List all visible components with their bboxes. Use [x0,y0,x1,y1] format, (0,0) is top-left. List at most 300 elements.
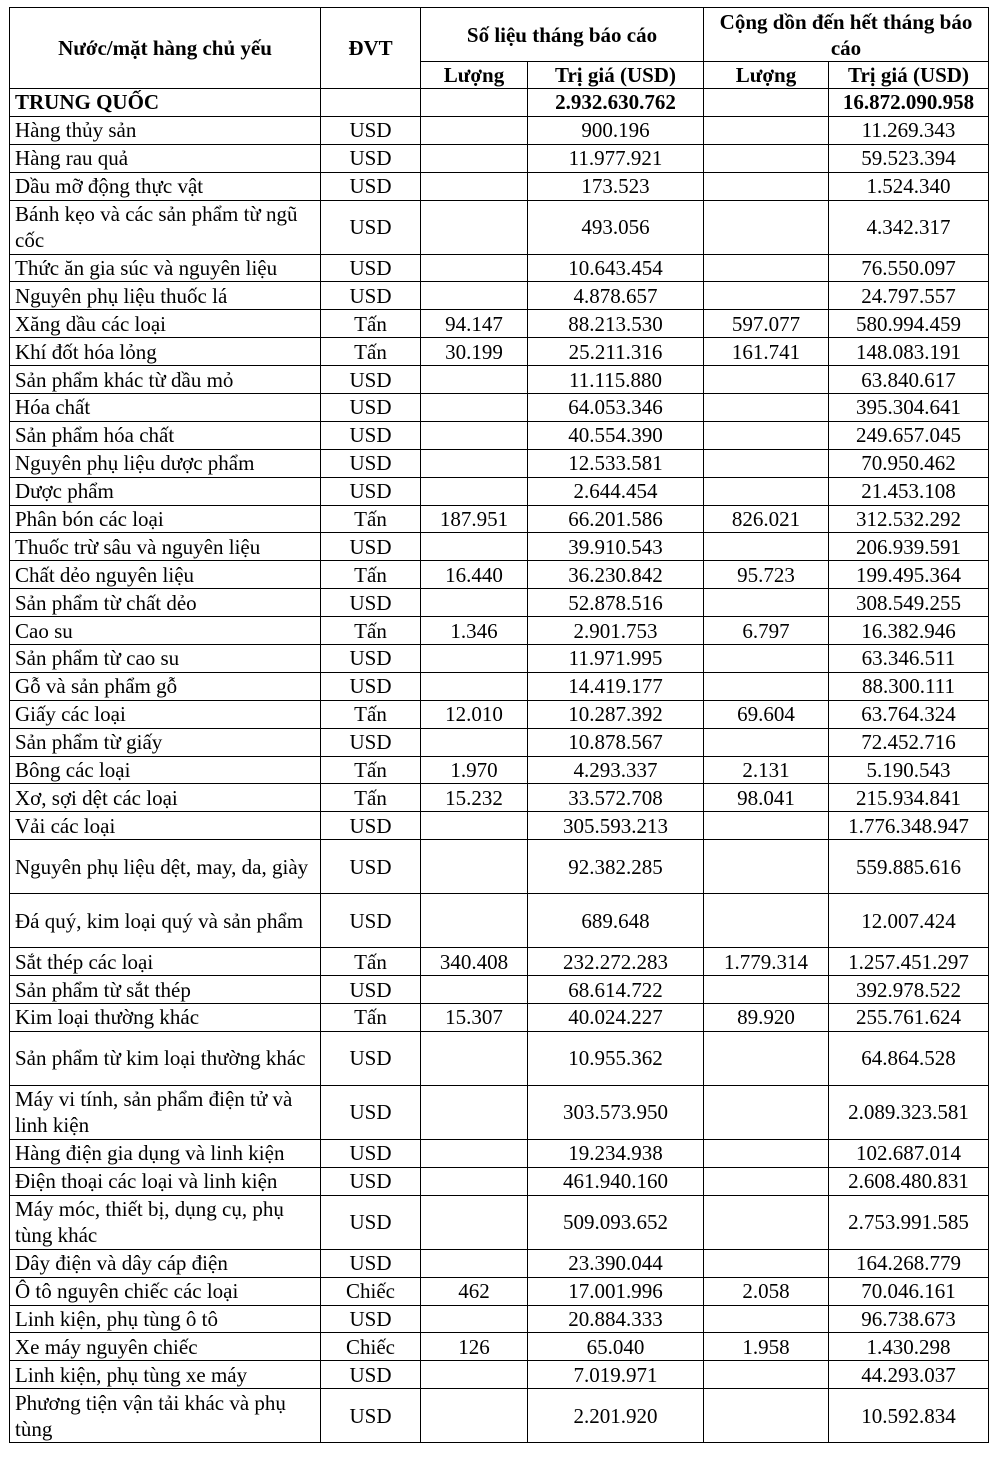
item-name: Dầu mỡ động thực vật [10,172,321,200]
monthly-value-cell: 17.001.996 [528,1277,704,1305]
table-row [10,1167,989,1195]
monthly-value-cell: 10.878.567 [528,728,704,756]
monthly-value-cell: 39.910.543 [528,533,704,561]
monthly-value-cell: 65.040 [528,1333,704,1361]
monthly-qty-cell: 16.440 [421,561,528,589]
cumulative-value-cell: 76.550.097 [829,254,989,282]
cumulative-qty-cell [704,840,829,894]
monthly-qty-cell: 126 [421,1333,528,1361]
monthly-qty-cell [421,645,528,673]
monthly-value-cell: 64.053.346 [528,394,704,422]
cumulative-value-cell: 559.885.616 [829,840,989,894]
monthly-qty-cell [421,1361,528,1389]
table-row [10,1004,989,1032]
monthly-value-cell: 92.382.285 [528,840,704,894]
cumulative-value-cell: 59.523.394 [829,144,989,172]
cumulative-value-cell: 5.190.543 [829,756,989,784]
item-name: Nguyên phụ liệu dược phẩm [10,449,321,477]
cumulative-value-cell: 70.046.161 [829,1277,989,1305]
monthly-qty-cell [421,282,528,310]
table-row [10,1333,989,1361]
cumulative-qty-cell [704,254,829,282]
monthly-value-cell: 11.971.995 [528,645,704,673]
cumulative-qty-cell: 98.041 [704,784,829,812]
item-name: Bánh kẹo và các sản phẩm từ ngũ cốc [10,200,321,254]
header-item: Nước/mặt hàng chủ yếu [10,8,321,89]
unit-cell: USD [321,282,421,310]
header-cumulative: Cộng dồn đến hết tháng báo cáo [704,8,989,62]
item-name: Hóa chất [10,394,321,422]
cumulative-qty-cell: 89.920 [704,1004,829,1032]
unit-cell: Tấn [321,948,421,976]
table-row [10,1277,989,1305]
monthly-value-cell: 19.234.938 [528,1139,704,1167]
cumulative-qty-cell [704,282,829,310]
monthly-qty-cell: 15.307 [421,1004,528,1032]
cumulative-qty-cell [704,477,829,505]
header-cumulative-value: Trị giá (USD) [829,62,989,89]
monthly-value-cell: 4.293.337 [528,756,704,784]
table-body [10,89,989,1443]
unit-cell: USD [321,812,421,840]
monthly-qty-cell: 1.346 [421,617,528,645]
table-row [10,1389,989,1443]
cumulative-qty-cell: 826.021 [704,505,829,533]
unit-cell: Tấn [321,784,421,812]
monthly-value-cell: 40.024.227 [528,1004,704,1032]
table-row [10,533,989,561]
monthly-qty-cell: 187.951 [421,505,528,533]
unit-cell: Tấn [321,505,421,533]
monthly-value-cell: 689.648 [528,894,704,948]
monthly-qty-cell: 462 [421,1277,528,1305]
table-row [10,144,989,172]
monthly-value-cell: 509.093.652 [528,1195,704,1249]
unit-cell: USD [321,1167,421,1195]
cumulative-qty-cell [704,1389,829,1443]
item-name: Giấy các loại [10,700,321,728]
unit-cell: Tấn [321,338,421,366]
unit-cell: USD [321,1305,421,1333]
monthly-qty-cell [421,1031,528,1085]
monthly-qty-cell: 1.970 [421,756,528,784]
monthly-qty-cell [421,812,528,840]
cumulative-qty-cell [704,394,829,422]
item-name: Phương tiện vận tải khác và phụ tùng [10,1389,321,1443]
monthly-qty-cell: 340.408 [421,948,528,976]
cumulative-qty-cell [704,449,829,477]
monthly-value-cell: 10.643.454 [528,254,704,282]
table-row [10,756,989,784]
monthly-value-cell: 14.419.177 [528,672,704,700]
item-name: Sắt thép các loại [10,948,321,976]
cumulative-value-cell: 2.608.480.831 [829,1167,989,1195]
unit-cell: USD [321,1249,421,1277]
monthly-value-cell: 900.196 [528,116,704,144]
cumulative-value-cell: 164.268.779 [829,1249,989,1277]
header-monthly-value: Trị giá (USD) [528,62,704,89]
unit-cell: USD [321,1389,421,1443]
unit-cell [321,89,421,117]
monthly-value-cell: 461.940.160 [528,1167,704,1195]
unit-cell: USD [321,421,421,449]
unit-cell: Tấn [321,617,421,645]
item-name: Xơ, sợi dệt các loại [10,784,321,812]
monthly-qty-cell [421,366,528,394]
monthly-qty-cell [421,840,528,894]
cumulative-value-cell: 1.524.340 [829,172,989,200]
unit-cell: USD [321,840,421,894]
cumulative-value-cell: 199.495.364 [829,561,989,589]
item-name: Hàng thủy sản [10,116,321,144]
unit-cell: USD [321,1139,421,1167]
item-name: Sản phẩm hóa chất [10,421,321,449]
unit-cell: USD [321,1031,421,1085]
cumulative-value-cell: 249.657.045 [829,421,989,449]
cumulative-value-cell: 72.452.716 [829,728,989,756]
item-name: Sản phẩm từ cao su [10,645,321,673]
cumulative-value-cell: 10.592.834 [829,1389,989,1443]
item-name: Chất dẻo nguyên liệu [10,561,321,589]
cumulative-qty-cell [704,172,829,200]
cumulative-value-cell: 1.257.451.297 [829,948,989,976]
header-unit: ĐVT [321,8,421,89]
monthly-value-cell: 2.901.753 [528,617,704,645]
monthly-qty-cell [421,1139,528,1167]
cumulative-qty-cell [704,894,829,948]
monthly-qty-cell [421,421,528,449]
cumulative-value-cell: 2.089.323.581 [829,1085,989,1139]
table-row [10,116,989,144]
cumulative-qty-cell: 2.131 [704,756,829,784]
unit-cell: USD [321,672,421,700]
monthly-qty-cell [421,533,528,561]
table-row [10,449,989,477]
monthly-qty-cell [421,254,528,282]
cumulative-qty-cell [704,728,829,756]
monthly-qty-cell [421,728,528,756]
table-row [10,254,989,282]
item-name: Xe máy nguyên chiếc [10,1333,321,1361]
table-row [10,310,989,338]
table-row [10,1085,989,1139]
cumulative-qty-cell: 6.797 [704,617,829,645]
table-row [10,894,989,948]
table-row [10,672,989,700]
item-name: Bông các loại [10,756,321,784]
cumulative-qty-cell [704,1167,829,1195]
table-row [10,812,989,840]
cumulative-qty-cell [704,672,829,700]
monthly-qty-cell [421,172,528,200]
cumulative-qty-cell: 95.723 [704,561,829,589]
monthly-qty-cell [421,589,528,617]
monthly-value-cell: 11.115.880 [528,366,704,394]
item-name: Kim loại thường khác [10,1004,321,1032]
monthly-value-cell: 25.211.316 [528,338,704,366]
item-name: Hàng rau quả [10,144,321,172]
table-row [10,1305,989,1333]
cumulative-qty-cell [704,89,829,117]
cumulative-qty-cell [704,1305,829,1333]
monthly-value-cell: 33.572.708 [528,784,704,812]
cumulative-qty-cell: 597.077 [704,310,829,338]
monthly-value-cell: 88.213.530 [528,310,704,338]
unit-cell: USD [321,589,421,617]
item-name: Sản phẩm khác từ dầu mỏ [10,366,321,394]
item-name: Sản phẩm từ chất dẻo [10,589,321,617]
monthly-value-cell: 305.593.213 [528,812,704,840]
unit-cell: USD [321,1195,421,1249]
cumulative-qty-cell [704,366,829,394]
monthly-qty-cell: 30.199 [421,338,528,366]
monthly-qty-cell [421,894,528,948]
item-name: Máy móc, thiết bị, dụng cụ, phụ tùng khác [10,1195,321,1249]
item-name: Đá quý, kim loại quý và sản phẩm [10,894,321,948]
unit-cell: USD [321,116,421,144]
item-name: Xăng dầu các loại [10,310,321,338]
monthly-qty-cell [421,1167,528,1195]
monthly-qty-cell: 12.010 [421,700,528,728]
table-row [10,1031,989,1085]
monthly-value-cell: 173.523 [528,172,704,200]
unit-cell: Tấn [321,561,421,589]
monthly-qty-cell [421,672,528,700]
monthly-value-cell: 66.201.586 [528,505,704,533]
unit-cell: USD [321,976,421,1004]
cumulative-value-cell: 206.939.591 [829,533,989,561]
cumulative-qty-cell [704,1031,829,1085]
cumulative-value-cell: 63.764.324 [829,700,989,728]
cumulative-value-cell: 1.430.298 [829,1333,989,1361]
table-row [10,700,989,728]
cumulative-value-cell: 215.934.841 [829,784,989,812]
item-name: Nguyên phụ liệu thuốc lá [10,282,321,310]
trade-table [9,7,989,1443]
table-row [10,840,989,894]
monthly-value-cell: 12.533.581 [528,449,704,477]
table-row [10,1361,989,1389]
item-name: Phân bón các loại [10,505,321,533]
cumulative-qty-cell [704,144,829,172]
table-row [10,505,989,533]
header-monthly: Số liệu tháng báo cáo [421,8,704,62]
unit-cell: USD [321,449,421,477]
monthly-value-cell: 10.287.392 [528,700,704,728]
table-row [10,477,989,505]
unit-cell: USD [321,645,421,673]
cumulative-qty-cell [704,976,829,1004]
unit-cell: USD [321,366,421,394]
cumulative-value-cell: 4.342.317 [829,200,989,254]
item-name: Linh kiện, phụ tùng ô tô [10,1305,321,1333]
monthly-value-cell: 68.614.722 [528,976,704,1004]
item-name: Ô tô nguyên chiếc các loại [10,1277,321,1305]
monthly-value-cell: 36.230.842 [528,561,704,589]
item-name: Vải các loại [10,812,321,840]
monthly-value-cell: 23.390.044 [528,1249,704,1277]
monthly-value-cell: 232.272.283 [528,948,704,976]
table-row [10,784,989,812]
monthly-qty-cell [421,116,528,144]
monthly-qty-cell [421,394,528,422]
item-name: TRUNG QUỐC [10,89,321,117]
cumulative-value-cell: 70.950.462 [829,449,989,477]
monthly-value-cell: 7.019.971 [528,1361,704,1389]
unit-cell: USD [321,1361,421,1389]
monthly-value-cell: 52.878.516 [528,589,704,617]
cumulative-qty-cell: 1.958 [704,1333,829,1361]
cumulative-value-cell: 580.994.459 [829,310,989,338]
table-row [10,976,989,1004]
monthly-value-cell: 303.573.950 [528,1085,704,1139]
item-name: Thức ăn gia súc và nguyên liệu [10,254,321,282]
table-row [10,728,989,756]
unit-cell: USD [321,394,421,422]
item-name: Sản phẩm từ kim loại thường khác [10,1031,321,1085]
unit-cell: USD [321,172,421,200]
table-row [10,1195,989,1249]
cumulative-qty-cell [704,1085,829,1139]
monthly-value-cell: 2.932.630.762 [528,89,704,117]
cumulative-qty-cell [704,812,829,840]
header-cumulative-qty: Lượng [704,62,829,89]
unit-cell: Tấn [321,310,421,338]
cumulative-value-cell: 16.872.090.958 [829,89,989,117]
table-row [10,645,989,673]
cumulative-qty-cell [704,200,829,254]
cumulative-qty-cell [704,589,829,617]
monthly-qty-cell [421,1249,528,1277]
table-row [10,89,989,117]
monthly-qty-cell: 94.147 [421,310,528,338]
item-name: Linh kiện, phụ tùng xe máy [10,1361,321,1389]
cumulative-value-cell: 102.687.014 [829,1139,989,1167]
table-row [10,366,989,394]
cumulative-qty-cell [704,1139,829,1167]
cumulative-value-cell: 395.304.641 [829,394,989,422]
unit-cell: Chiếc [321,1277,421,1305]
monthly-value-cell: 11.977.921 [528,144,704,172]
item-name: Cao su [10,617,321,645]
monthly-value-cell: 4.878.657 [528,282,704,310]
table-row [10,172,989,200]
cumulative-value-cell: 63.346.511 [829,645,989,673]
item-name: Dược phẩm [10,477,321,505]
cumulative-qty-cell [704,1195,829,1249]
item-name: Dây điện và dây cáp điện [10,1249,321,1277]
cumulative-value-cell: 308.549.255 [829,589,989,617]
table-row [10,1249,989,1277]
monthly-qty-cell [421,89,528,117]
header-monthly-qty: Lượng [421,62,528,89]
cumulative-qty-cell: 2.058 [704,1277,829,1305]
monthly-value-cell: 40.554.390 [528,421,704,449]
monthly-qty-cell [421,976,528,1004]
monthly-value-cell: 493.056 [528,200,704,254]
item-name: Thuốc trừ sâu và nguyên liệu [10,533,321,561]
unit-cell: USD [321,200,421,254]
cumulative-qty-cell [704,1249,829,1277]
monthly-qty-cell [421,449,528,477]
cumulative-qty-cell [704,533,829,561]
cumulative-value-cell: 63.840.617 [829,366,989,394]
cumulative-value-cell: 312.532.292 [829,505,989,533]
cumulative-value-cell: 1.776.348.947 [829,812,989,840]
unit-cell: USD [321,254,421,282]
table-row [10,338,989,366]
cumulative-value-cell: 11.269.343 [829,116,989,144]
cumulative-qty-cell: 1.779.314 [704,948,829,976]
unit-cell: USD [321,533,421,561]
cumulative-qty-cell: 161.741 [704,338,829,366]
cumulative-qty-cell [704,116,829,144]
table-row [10,421,989,449]
item-name: Sản phẩm từ giấy [10,728,321,756]
cumulative-qty-cell [704,645,829,673]
monthly-value-cell: 10.955.362 [528,1031,704,1085]
table-row [10,617,989,645]
cumulative-value-cell: 392.978.522 [829,976,989,1004]
unit-cell: USD [321,477,421,505]
monthly-value-cell: 20.884.333 [528,1305,704,1333]
monthly-qty-cell [421,144,528,172]
monthly-qty-cell [421,200,528,254]
cumulative-value-cell: 16.382.946 [829,617,989,645]
monthly-qty-cell [421,1305,528,1333]
cumulative-value-cell: 21.453.108 [829,477,989,505]
table-row [10,282,989,310]
item-name: Hàng điện gia dụng và linh kiện [10,1139,321,1167]
item-name: Máy vi tính, sản phẩm điện tử và linh kiện [10,1085,321,1139]
table-row [10,561,989,589]
unit-cell: Tấn [321,1004,421,1032]
unit-cell: USD [321,144,421,172]
monthly-value-cell: 2.201.920 [528,1389,704,1443]
cumulative-qty-cell: 69.604 [704,700,829,728]
item-name: Gỗ và sản phẩm gỗ [10,672,321,700]
item-name: Khí đốt hóa lỏng [10,338,321,366]
cumulative-value-cell: 12.007.424 [829,894,989,948]
table-row [10,394,989,422]
cumulative-value-cell: 44.293.037 [829,1361,989,1389]
cumulative-value-cell: 96.738.673 [829,1305,989,1333]
monthly-qty-cell [421,1389,528,1443]
table-row [10,948,989,976]
unit-cell: USD [321,894,421,948]
unit-cell: Tấn [321,756,421,784]
table-row [10,589,989,617]
unit-cell: USD [321,728,421,756]
table-row [10,1139,989,1167]
cumulative-value-cell: 255.761.624 [829,1004,989,1032]
cumulative-value-cell: 2.753.991.585 [829,1195,989,1249]
table-row [10,200,989,254]
monthly-value-cell: 2.644.454 [528,477,704,505]
monthly-qty-cell [421,477,528,505]
unit-cell: USD [321,1085,421,1139]
cumulative-qty-cell [704,1361,829,1389]
cumulative-value-cell: 148.083.191 [829,338,989,366]
item-name: Sản phẩm từ sắt thép [10,976,321,1004]
cumulative-value-cell: 24.797.557 [829,282,989,310]
monthly-qty-cell [421,1195,528,1249]
unit-cell: Tấn [321,700,421,728]
cumulative-value-cell: 88.300.111 [829,672,989,700]
unit-cell: Chiếc [321,1333,421,1361]
monthly-qty-cell [421,1085,528,1139]
item-name: Điện thoại các loại và linh kiện [10,1167,321,1195]
